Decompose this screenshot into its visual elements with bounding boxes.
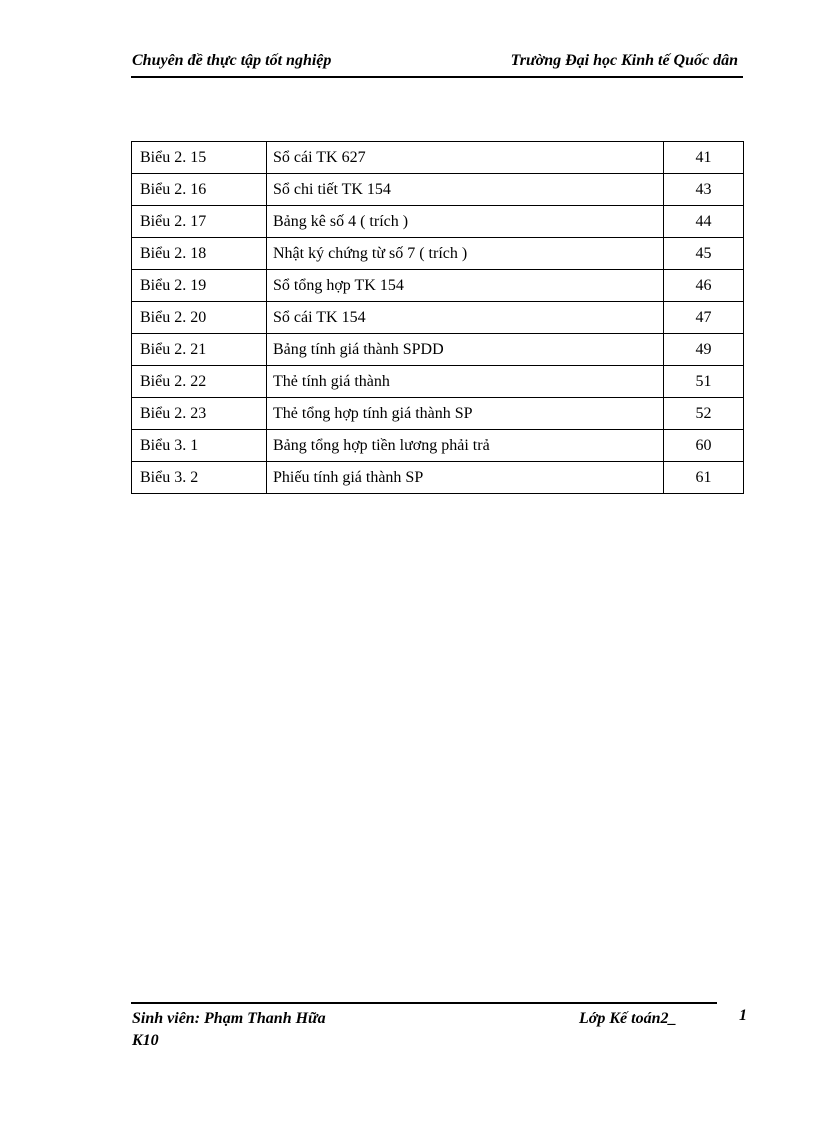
header-thesis-title: Chuyên đề thực tập tốt nghiệp [132, 52, 332, 69]
table-row [132, 174, 744, 206]
figure-page: 49 [664, 334, 744, 366]
figure-title: Bảng tổng hợp tiền lương phải trả [267, 430, 664, 462]
figure-title: Nhật ký chứng từ số 7 ( trích ) [267, 238, 664, 270]
figure-title: Sổ cái TK 154 [267, 302, 664, 334]
figure-code: Biểu 2. 19 [132, 270, 267, 302]
figure-code: Biểu 2. 21 [132, 334, 267, 366]
table-row [132, 142, 744, 174]
table-row [132, 334, 744, 366]
figure-code: Biểu 2. 23 [132, 398, 267, 430]
figure-code: Biểu 2. 16 [132, 174, 267, 206]
figure-code: Biểu 2. 22 [132, 366, 267, 398]
figure-title: Sổ tổng hợp TK 154 [267, 270, 664, 302]
footer-divider [131, 1002, 717, 1004]
figure-page: 46 [664, 270, 744, 302]
figure-title: Sổ cái TK 627 [267, 142, 664, 174]
footer-cohort: K10 [132, 1032, 159, 1049]
figure-title: Sổ chi tiết TK 154 [267, 174, 664, 206]
figure-page: 47 [664, 302, 744, 334]
figure-title: Thẻ tính giá thành [267, 366, 664, 398]
table-row [132, 430, 744, 462]
figure-page: 41 [664, 142, 744, 174]
figure-code: Biểu 3. 1 [132, 430, 267, 462]
table-row [132, 398, 744, 430]
figure-page: 43 [664, 174, 744, 206]
figure-page: 60 [664, 430, 744, 462]
figure-page: 61 [664, 462, 744, 494]
page-header [131, 52, 743, 78]
table-of-figures [131, 141, 744, 494]
figure-page: 52 [664, 398, 744, 430]
figure-code: Biểu 2. 20 [132, 302, 267, 334]
table-row [132, 270, 744, 302]
table-row [132, 206, 744, 238]
table-row [132, 462, 744, 494]
figure-page: 51 [664, 366, 744, 398]
figure-title: Thẻ tổng hợp tính giá thành SP [267, 398, 664, 430]
table-row [132, 366, 744, 398]
footer-class-label: Lớp Kế toán2_ [579, 1010, 677, 1027]
page-number: 1 [739, 1007, 747, 1024]
table-row [132, 238, 744, 270]
figure-code: Biểu 2. 15 [132, 142, 267, 174]
figure-page: 45 [664, 238, 744, 270]
figure-title: Phiếu tính giá thành SP [267, 462, 664, 494]
figure-title: Bảng tính giá thành SPDD [267, 334, 664, 366]
header-university: Trường Đại học Kinh tế Quốc dân [510, 52, 738, 69]
figure-code: Biểu 2. 17 [132, 206, 267, 238]
figure-code: Biểu 3. 2 [132, 462, 267, 494]
table-row [132, 302, 744, 334]
figure-page: 44 [664, 206, 744, 238]
figure-code: Biểu 2. 18 [132, 238, 267, 270]
figure-title: Bảng kê số 4 ( trích ) [267, 206, 664, 238]
footer-student-name: Sinh viên: Phạm Thanh Hữa [132, 1010, 326, 1027]
